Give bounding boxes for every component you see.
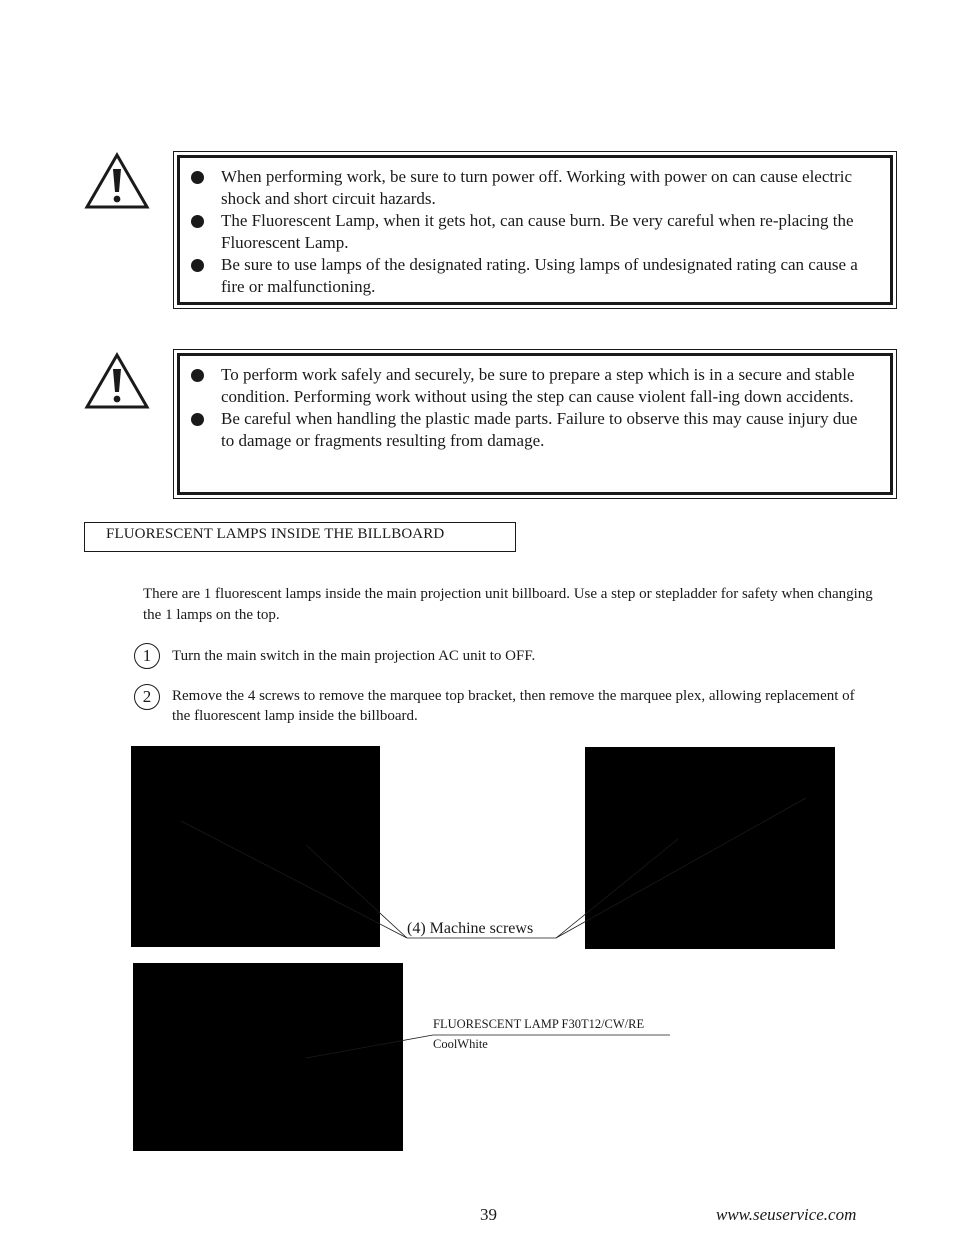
page-number: 39 <box>480 1205 497 1224</box>
caution-item: To perform work safely and securely, be sure to prepare a step which is in a secure and stable condition. Performing work without using the step can cause violent fall-ing down accidents. <box>190 364 870 408</box>
lamp-color-label: CoolWhite <box>433 1037 488 1051</box>
step-text: Turn the main switch in the main projection AC unit to OFF. <box>172 648 536 664</box>
intro-paragraph: There are 1 fluorescent lamps inside the main projection unit billboard. Use a step or stepladder for safety when changing the 1 lamps on the top. <box>143 586 873 623</box>
caution-item: When performing work, be sure to turn power off. Working with power on can cause electric shock and short circuit hazards. <box>190 166 870 210</box>
caution-item: Be sure to use lamps of the designated rating. Using lamps of undesignated rating can cause a fire or malfunctioning. <box>190 254 870 298</box>
section-title: FLUORESCENT LAMPS INSIDE THE BILLBOARD <box>84 522 516 552</box>
caution-item: The Fluorescent Lamp, when it gets hot, can cause burn. Be very careful when re-placing the Fluorescent Lamp. <box>190 210 870 254</box>
machine-screws-label: (4) Machine screws <box>407 920 534 937</box>
fluorescent-lamp-label: FLUORESCENT LAMP F30T12/CW/RE <box>433 1017 645 1031</box>
step-number: 2 <box>134 684 160 710</box>
footer-url: www.seuservice.com <box>716 1205 857 1224</box>
step-number: 1 <box>134 643 160 669</box>
step-text: Remove the 4 screws to remove the marquee top bracket, then remove the marquee plex, allowing replacement of the fluorescent lamp inside the billboard. <box>172 688 855 724</box>
caution-item: Be careful when handling the plastic made parts. Failure to observe this may cause injury due to damage or fragments resulting from damage. <box>190 408 870 452</box>
